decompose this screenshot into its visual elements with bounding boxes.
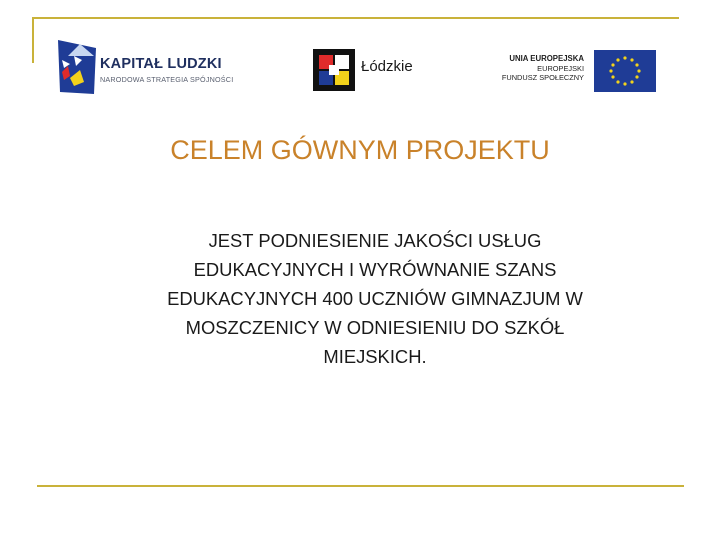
body-line: EDUKACYJNYCH I WYRÓWNANIE SZANS <box>193 259 557 280</box>
slide-heading: CELEM GÓWNYM PROJEKTU <box>170 135 550 165</box>
body-line: MOSZCZENICY W ODNIESIENIU DO SZKÓŁ <box>185 317 565 338</box>
lodzkie-emblem-icon <box>313 49 355 91</box>
eu-caption-line-3: FUNDUSZ SPOŁECZNY <box>501 73 584 83</box>
eu-caption <box>490 54 584 83</box>
body-line: JEST PODNIESIENIE JAKOŚCI USŁUG <box>208 230 542 251</box>
body-line: MIEJSKICH. <box>323 346 427 367</box>
eu-caption-line-2: EUROPEJSKI <box>537 63 584 73</box>
eu-flag-icon <box>594 50 656 92</box>
slide-frame-bottom-line <box>37 485 684 487</box>
logo-bar <box>50 30 660 100</box>
kapital-ludzki-title: KAPITAŁ LUDZKI <box>100 56 222 72</box>
body-line: EDUKACYJNYCH 400 UCZNIÓW GIMNAZJUM W <box>167 288 583 309</box>
slide-frame-top-line <box>32 17 679 19</box>
lodzkie-label: Łódzkie <box>361 58 413 75</box>
slide-body-text <box>90 226 660 371</box>
eu-caption-line-1: UNIA EUROPEJSKA <box>509 54 584 63</box>
kapital-ludzki-subtitle: NARODOWA STRATEGIA SPÓJNOŚCI <box>100 75 234 84</box>
slide-frame-left-line <box>32 17 34 63</box>
